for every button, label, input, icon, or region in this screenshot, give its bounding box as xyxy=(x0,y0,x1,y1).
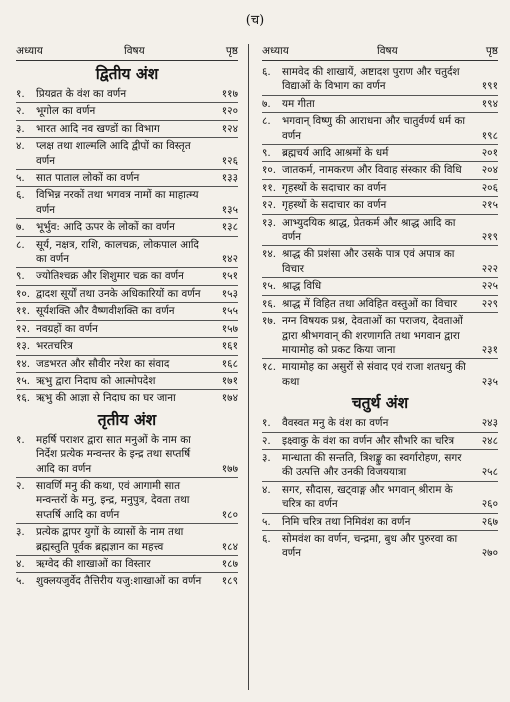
entry-title: आभ्युदयिक श्राद्ध, प्रेतकर्म और श्राद्ध आदि का वर्णन xyxy=(282,216,456,244)
entry-title: जडभरत और सौवीर नरेश का संवाद xyxy=(36,357,170,370)
entry-page: १८७ xyxy=(221,557,238,570)
entry-page: ११७ xyxy=(221,88,238,100)
toc-entry xyxy=(262,359,498,390)
entry-number: १४. xyxy=(262,248,277,261)
toc-entry xyxy=(262,433,498,449)
toc-entry xyxy=(262,145,498,161)
entry-title: श्राद्ध में विहित तथा अविहित वस्तुओं का विचार xyxy=(282,297,458,310)
entry-title: श्राद्ध विधि xyxy=(282,280,322,293)
toc-entry xyxy=(262,313,498,358)
entry-page: २३१ xyxy=(481,343,498,356)
toc-entry xyxy=(16,187,238,218)
toc-entry xyxy=(262,64,498,95)
toc-entry xyxy=(262,450,498,481)
header-topic: विषय xyxy=(124,45,145,57)
entry-number: ११. xyxy=(262,181,277,194)
entry-title: श्राद्ध की प्रशंसा और उसके पात्र एवं अपात्र का विचार xyxy=(282,248,455,275)
header-page: पृष्ठ xyxy=(485,45,498,57)
entry-title: ऋभु द्वारा निदाघ को आत्मोपदेश xyxy=(36,374,156,387)
entry-page: २६७ xyxy=(481,515,498,528)
entry-title: सामवेद की शाखायें, अष्टादश पुराण और चतुर्दश विद्याओं के विभाग का वर्णन xyxy=(282,66,460,93)
entry-number: १०. xyxy=(262,164,277,177)
entry-number: २. xyxy=(16,105,25,118)
entry-page: २७० xyxy=(481,547,498,560)
entry-number: ४. xyxy=(16,140,25,153)
entry-title: निमि चरित्र तथा निमिवंश का वर्णन xyxy=(282,515,411,528)
page-label: (च) xyxy=(245,13,265,28)
toc-entry xyxy=(16,478,238,523)
entry-page: १२४ xyxy=(221,122,238,135)
entry-title: ऋभु की आज्ञा से निदाघ का घर जाना xyxy=(36,392,176,405)
entry-number: ६. xyxy=(262,532,271,545)
entry-number: १५. xyxy=(16,374,31,387)
entry-title: प्रत्येक द्वापर युगों के व्यासों के नाम तथा ब्रह्मस्तुति पूर्वक ब्रह्मज्ञान का महत्त्व xyxy=(36,526,184,553)
entry-number: ५. xyxy=(16,575,25,588)
entry-page: २०१ xyxy=(481,147,498,160)
entry-number: ९. xyxy=(262,147,271,160)
entry-title: नवग्रहों का वर्णन xyxy=(36,322,98,335)
toc-entry xyxy=(262,482,498,513)
toc-entry xyxy=(16,432,238,477)
entry-title: प्लक्ष तथा शाल्मलि आदि द्वीपों का विस्तृत वर्णन xyxy=(36,140,191,167)
toc-entry xyxy=(16,86,238,102)
entry-title: गृहस्थों के सदाचार का वर्णन xyxy=(282,181,387,194)
entry-page: २०४ xyxy=(481,164,498,177)
toc-entry xyxy=(262,96,498,112)
entry-number: ११. xyxy=(16,305,31,318)
toc-entry xyxy=(16,573,238,589)
entry-page: २२२ xyxy=(481,262,498,275)
right-column xyxy=(262,44,498,562)
toc-entry xyxy=(16,219,238,235)
entry-title: भरतचरित्र xyxy=(36,340,73,353)
header-topic: विषय xyxy=(377,45,398,57)
toc-entry xyxy=(16,138,238,169)
entry-number: ३. xyxy=(262,451,271,464)
toc-entry xyxy=(16,268,238,284)
entry-title: मान्धाता की सन्तति, त्रिशङ्कु का स्वर्गारोहण, सगर की उत्पत्ति और उनकी विजययात्रा xyxy=(282,451,462,479)
entry-page: १६८ xyxy=(221,357,238,370)
toc-entry xyxy=(262,113,498,144)
toc-entry xyxy=(16,356,238,372)
entry-title: नग्न विषयक प्रश्न, देवताओं का पराजय, देवताओं द्वारा श्रीभगवान् की शरणागति तथा भगवान द्वारा मायामोह को प्रकट किया जाना xyxy=(282,315,463,356)
entry-number: १६. xyxy=(262,297,277,310)
toc-entry xyxy=(262,531,498,562)
entry-title: भारत आदि नव खण्डों का विभाग xyxy=(36,122,160,135)
entry-title: गृहस्थों के सदाचार का वर्णन xyxy=(282,199,387,212)
entry-number: १२. xyxy=(262,199,277,212)
entry-number: ३. xyxy=(16,526,25,539)
entry-title: विभिन्न नरकों तथा भगवत्र नामों का माहात्म्य वर्णन xyxy=(36,189,199,216)
entry-page: १८९ xyxy=(221,575,238,588)
entry-page: २५८ xyxy=(481,466,498,479)
entry-title: शुक्लयजुर्वेद तैत्तिरीय यजु:शाखाओं का वर्णन xyxy=(36,575,202,588)
entry-page: १८० xyxy=(221,508,238,521)
toc-entry xyxy=(16,373,238,389)
toc-entry xyxy=(262,197,498,213)
entry-page: १३३ xyxy=(221,172,238,185)
entry-number: १८. xyxy=(262,361,277,374)
entry-page: १७४ xyxy=(221,392,238,405)
entry-page: १३८ xyxy=(221,221,238,234)
entry-number: ९. xyxy=(16,270,25,283)
entry-title: यम गीता xyxy=(282,97,315,110)
entry-number: १७. xyxy=(262,315,277,328)
entry-page: १५१ xyxy=(221,270,238,283)
entry-page: १९१ xyxy=(481,80,498,93)
entry-number: ४. xyxy=(16,557,25,570)
entry-number: ४. xyxy=(262,483,271,496)
entry-title: द्वादश सूर्यों तथा उनके अधिकारियों का वर्णन xyxy=(36,287,201,300)
entry-page: २४३ xyxy=(481,417,498,430)
entry-title: ज्योतिश्चक्र और शिशुमार चक्र का वर्णन xyxy=(36,270,184,283)
header-chapter: अध्याय xyxy=(16,45,43,57)
toc-entry xyxy=(16,303,238,319)
entry-page: २२९ xyxy=(481,297,498,310)
toc-entry xyxy=(262,162,498,178)
entry-page: १३५ xyxy=(221,203,238,216)
toc-entry xyxy=(16,286,238,302)
entry-number: १२. xyxy=(16,322,31,335)
header-rule xyxy=(262,60,498,61)
entry-title: मायामोह का असुरों से संवाद एवं राजा शतधनु की कथा xyxy=(282,361,466,388)
toc-entry xyxy=(262,215,498,246)
entry-number: १६. xyxy=(16,392,31,405)
entry-page: १७१ xyxy=(221,374,238,387)
entry-title: सोमवंश का वर्णन, चन्द्रमा, बुध और पुरुरवा का वर्णन xyxy=(282,532,458,560)
entry-title: ऋग्वेद की शाखाओं का विस्तार xyxy=(36,557,151,570)
entry-page: २१५ xyxy=(481,199,498,212)
entry-page: १५३ xyxy=(221,287,238,300)
entry-number: १४. xyxy=(16,357,31,370)
entry-number: ६. xyxy=(16,189,25,202)
entry-number: १३. xyxy=(262,216,277,229)
entry-page: १५५ xyxy=(221,305,238,318)
toc-entry xyxy=(16,321,238,337)
column-header xyxy=(16,44,238,59)
entry-page: १४२ xyxy=(221,253,238,266)
toc-entry xyxy=(262,180,498,196)
header-rule xyxy=(16,60,238,61)
toc-entry xyxy=(16,556,238,572)
entry-number: ६. xyxy=(262,66,271,78)
toc-entry xyxy=(16,121,238,137)
toc-entry xyxy=(16,103,238,119)
header-page: पृष्ठ xyxy=(225,45,238,57)
entry-number: १३. xyxy=(16,340,31,353)
left-entries xyxy=(16,64,238,590)
entry-page: २६० xyxy=(481,498,498,511)
entry-title: महर्षि पराशर द्वारा सात मनुओं के नाम का निर्देश प्रत्येक मन्वन्तर के इन्द्र तथा सप्तर्षि आदि का वर्णन xyxy=(36,433,191,475)
entry-page: १२० xyxy=(221,105,238,118)
toc-entry xyxy=(16,170,238,186)
entry-number: १०. xyxy=(16,287,31,300)
entry-page: २०६ xyxy=(481,181,498,194)
entry-title: सूर्यशक्ति और वैष्णवीशक्ति का वर्णन xyxy=(36,305,175,318)
entry-number: २. xyxy=(262,434,271,447)
entry-number: ७. xyxy=(262,97,271,110)
entry-title: सगर, सौदास, खट्वाङ्ग और भगवान् श्रीराम के चरित्र का वर्णन xyxy=(282,483,453,511)
toc-entry xyxy=(16,237,238,268)
toc-entry xyxy=(16,338,238,354)
entry-page: १६१ xyxy=(221,340,238,353)
entry-page: २२५ xyxy=(481,280,498,293)
entry-number: ५. xyxy=(262,515,271,528)
entry-title: भगवान् विष्णु की आराधना और चातुर्वर्ण्य धर्म का वर्णन xyxy=(282,115,466,142)
entry-page: १९४ xyxy=(481,97,498,110)
entry-title: भूर्भुव: आदि ऊपर के लोकों का वर्णन xyxy=(36,221,175,234)
column-header xyxy=(262,44,498,59)
toc-entry xyxy=(262,415,498,431)
entry-number: १. xyxy=(16,433,25,446)
toc-entry xyxy=(262,296,498,312)
entry-number: १५. xyxy=(262,280,277,293)
entry-title: ब्रह्मचर्य आदि आश्रमों के धर्म xyxy=(282,147,389,160)
entry-page: १५७ xyxy=(221,322,238,335)
entry-page: १८४ xyxy=(221,540,238,553)
entry-title: सूर्य, नक्षत्र, राशि, कालचक्र, लोकपाल आदि का वर्णन xyxy=(36,238,199,266)
header-chapter: अध्याय xyxy=(262,45,289,57)
entry-page: १२६ xyxy=(221,154,238,167)
entry-page: १९८ xyxy=(481,129,498,142)
toc-entry xyxy=(262,246,498,277)
entry-page: २३५ xyxy=(481,375,498,388)
section-title: तृतीय अंश xyxy=(97,409,157,429)
toc-entry xyxy=(262,514,498,530)
entry-page: २१९ xyxy=(481,231,498,244)
entry-number: ३. xyxy=(16,122,25,135)
entry-number: १. xyxy=(16,88,25,100)
entry-title: भूगोल का वर्णन xyxy=(36,105,96,118)
entry-title: सावर्णि मनु की कथा, एवं आगामी सात मन्वन्तरों के मनु, इन्द्र, मनुपुत्र, देवता तथा सप्तर्षि आदि का वर्णन xyxy=(36,479,190,521)
entry-title: प्रियव्रत के वंश का वर्णन xyxy=(36,88,127,100)
toc-entry xyxy=(16,524,238,555)
entry-title: जातकर्म, नामकरण और विवाह संस्कार की विधि xyxy=(282,164,462,177)
left-column xyxy=(16,44,238,590)
section-title: चतुर्थ अंश xyxy=(351,393,409,413)
entry-number: १. xyxy=(262,417,271,430)
entry-title: वैवस्वत मनु के वंश का वर्णन xyxy=(282,417,389,430)
entry-number: ७. xyxy=(16,221,25,234)
entry-number: २. xyxy=(16,479,25,492)
toc-entry xyxy=(262,278,498,294)
entry-number: ८. xyxy=(16,238,25,251)
entry-title: इक्ष्वाकु के वंश का वर्णन और सौभरि का चरित्र xyxy=(282,434,455,447)
entry-title: सात पाताल लोकों का वर्णन xyxy=(36,172,140,185)
entry-page: १७७ xyxy=(221,462,238,475)
section-title: द्वितीय अंश xyxy=(95,64,159,83)
column-divider xyxy=(248,44,249,690)
entry-page: २४८ xyxy=(481,434,498,447)
right-entries xyxy=(262,64,498,562)
toc-entry xyxy=(16,390,238,406)
entry-number: ८. xyxy=(262,115,271,128)
entry-number: ५. xyxy=(16,172,25,185)
